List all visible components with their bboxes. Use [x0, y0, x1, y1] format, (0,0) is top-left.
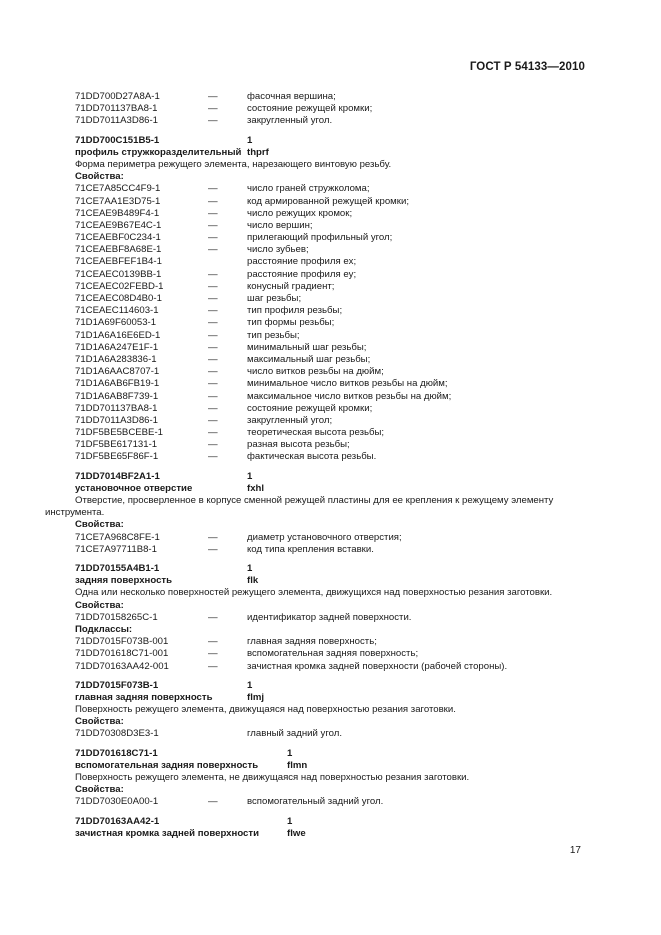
- item-id: 71CEAEC08D4B0-1: [75, 293, 162, 305]
- item-dash: —: [208, 280, 218, 292]
- item-desc: идентификатор задней поверхности.: [247, 611, 412, 623]
- item-id: 71CEAEC114603-1: [75, 305, 159, 317]
- item-dash: —: [208, 451, 218, 463]
- item-desc: диаметр установочного отверстия;: [247, 531, 402, 543]
- list-item: [75, 354, 605, 366]
- list-item: [75, 366, 605, 378]
- list-item: [75, 403, 605, 415]
- properties-list: [75, 183, 605, 463]
- list-item: [75, 648, 605, 660]
- entry-header: [75, 135, 605, 147]
- entry-name: вспомогательная задняя поверхность: [75, 759, 259, 771]
- item-id: 71DD70158265C-1: [75, 611, 158, 623]
- item-id: 71D1A6AB8F739-1: [75, 390, 159, 402]
- entry-description: Поверхность режущего элемента, движущаяся над поверхностью резания заготовки.: [75, 704, 456, 716]
- list-item: [75, 636, 605, 648]
- item-id: 71CEAEBFEF1B4-1: [75, 256, 162, 268]
- item-desc: конусный градиент;: [247, 280, 335, 292]
- entry-description: Форма периметра режущего элемента, нарезающего винтовую резьбу.: [75, 158, 392, 170]
- list-item: [75, 378, 605, 390]
- properties-label: Свойства:: [75, 716, 124, 728]
- description-line: инструмента.: [45, 507, 105, 519]
- entry-code: flwe: [287, 827, 306, 839]
- list-item: [75, 451, 605, 463]
- entry-num: 1: [247, 562, 253, 574]
- item-desc: расстояние профиля ex;: [247, 256, 357, 268]
- properties-label: Свойства:: [75, 519, 124, 531]
- item-id: 71DD7011A3D86-1: [75, 115, 159, 127]
- entry-flk: [75, 563, 605, 673]
- entry-title: [75, 483, 605, 495]
- entry-title: [75, 828, 605, 840]
- item-desc: закругленный угол;: [247, 414, 333, 426]
- properties-label: Свойства:: [75, 171, 124, 183]
- item-id: 71D1A6A16E6ED-1: [75, 329, 161, 341]
- entry-title: [75, 692, 605, 704]
- item-dash: —: [208, 91, 218, 102]
- item-id: 71DF5BE5BCEBE-1: [75, 427, 163, 439]
- item-desc: шаг резьбы;: [247, 293, 302, 305]
- properties-label: Свойства:: [75, 599, 124, 611]
- item-dash: —: [208, 268, 218, 280]
- subclasses-list: [75, 636, 605, 673]
- item-dash: —: [208, 115, 218, 127]
- entry-description: Одна или несколько поверхностей режущего элемента, движущихся над поверхностью резания заготовки.: [75, 587, 553, 599]
- entry-title: [75, 760, 605, 772]
- entry-header: [75, 680, 605, 692]
- entry-description: [45, 495, 605, 519]
- entry-id: 71DD701618C71-1: [75, 747, 158, 759]
- entry-id: 71DD7015F073B-1: [75, 679, 159, 691]
- item-id: 71CE7A968C8FE-1: [75, 531, 160, 543]
- entry-header: [75, 816, 605, 828]
- entry-header: [75, 563, 605, 575]
- item-desc: максимальный шаг резьбы;: [247, 353, 371, 365]
- entry-description: Поверхность режущего элемента, не движущаяся над поверхностью резания заготовки.: [75, 772, 470, 784]
- item-desc: теоретическая высота резьбы;: [247, 427, 385, 439]
- item-id: 71DD7015F073B-001: [75, 636, 169, 648]
- entry-id: 71DD70163AA42-1: [75, 815, 160, 827]
- item-id: 71CEAEC02FEBD-1: [75, 280, 164, 292]
- item-id: 71DD7011A3D86-1: [75, 414, 159, 426]
- item-desc: прилегающий профильный угол;: [247, 232, 393, 244]
- document-body: [45, 91, 605, 840]
- entry-code: thprf: [247, 146, 269, 158]
- item-desc: состояние режущей кромки;: [247, 103, 373, 115]
- item-desc: зачистная кромка задней поверхности (рабочей стороны).: [247, 660, 508, 672]
- item-desc: минимальное число витков резьбы на дюйм;: [247, 378, 448, 390]
- item-desc: число граней стружколома;: [247, 183, 370, 195]
- list-item: [75, 305, 605, 317]
- item-desc: тип резьбы;: [247, 329, 300, 341]
- item-desc: главный задний угол.: [247, 728, 343, 740]
- entry-title: [75, 575, 605, 587]
- list-item: [75, 183, 605, 195]
- list-item: [75, 796, 605, 808]
- item-id: 71DF5BE617131-1: [75, 439, 158, 451]
- item-id: 71D1A6AAC8707-1: [75, 366, 160, 378]
- subclasses-label: Подклассы:: [75, 623, 133, 635]
- entry-thprf: [75, 135, 605, 464]
- item-id: 71D1A6A247E1F-1: [75, 341, 159, 353]
- item-dash: —: [208, 378, 218, 390]
- item-desc: число режущих кромок;: [247, 207, 353, 219]
- item-dash: —: [208, 195, 218, 207]
- item-dash: —: [208, 427, 218, 439]
- list-item: [75, 103, 605, 115]
- item-dash: —: [208, 636, 218, 648]
- entry-header: [75, 471, 605, 483]
- item-desc: тип формы резьбы;: [247, 317, 335, 329]
- entry-flmn: [75, 748, 605, 809]
- item-desc: разная высота резьбы;: [247, 439, 350, 451]
- item-id: 71CE7A97711B8-1: [75, 543, 157, 555]
- entry-fxhl: [45, 470, 605, 556]
- item-dash: —: [208, 244, 218, 256]
- item-desc: число зубьев;: [247, 244, 309, 256]
- entry-num: 1: [287, 815, 293, 827]
- entry-flmj: [75, 680, 605, 741]
- item-dash: —: [208, 207, 218, 219]
- item-id: 71D1A69F60053-1: [75, 317, 157, 329]
- item-id: 71CE7A85CC4F9-1: [75, 183, 161, 195]
- item-dash: —: [208, 611, 218, 623]
- item-dash: —: [208, 439, 218, 451]
- list-item: [75, 293, 605, 305]
- item-desc: расстояние профиля ey;: [247, 268, 357, 280]
- item-dash: —: [208, 293, 218, 305]
- item-id: 71DD7030E0A00-1: [75, 796, 159, 808]
- entry-name: профиль стружкоразделительный: [75, 146, 242, 158]
- entry-header: [75, 748, 605, 760]
- properties-list: [75, 612, 605, 624]
- item-dash: —: [208, 414, 218, 426]
- properties-list: [75, 532, 605, 556]
- entry-id: 71DD700C151B5-1: [75, 134, 160, 146]
- entry-num: 1: [287, 747, 293, 759]
- item-dash: —: [208, 317, 218, 329]
- item-id: 71DD70308D3E3-1: [75, 728, 159, 740]
- item-dash: —: [208, 103, 218, 115]
- list-item: [75, 439, 605, 451]
- description-line: Отверстие, просверленное в корпусе сменной режущей пластины для ее крепления к режущему элементу: [75, 495, 554, 507]
- list-item: [75, 317, 605, 329]
- item-desc: закругленный угол.: [247, 115, 333, 127]
- item-id: 71D1A6AB6FB19-1: [75, 378, 160, 390]
- item-id: 71CEAE9B67E4C-1: [75, 219, 162, 231]
- list-item: [75, 661, 605, 673]
- item-id: 71D1A6A283836-1: [75, 353, 157, 365]
- item-id: 71CEAE9B489F4-1: [75, 207, 160, 219]
- list-item: [75, 220, 605, 232]
- list-item: [75, 244, 605, 256]
- list-item: [75, 281, 605, 293]
- item-id: 71CEAEC0139BB-1: [75, 268, 162, 280]
- item-id: 71CEAEBF0C234-1: [75, 232, 161, 244]
- top-list: [75, 91, 605, 128]
- item-desc: код армированной режущей кромки;: [247, 195, 409, 207]
- item-dash: —: [208, 219, 218, 231]
- item-dash: —: [208, 341, 218, 353]
- entry-code: flmj: [247, 691, 265, 703]
- list-item: [75, 269, 605, 281]
- item-dash: —: [208, 305, 218, 317]
- item-dash: —: [208, 183, 218, 195]
- list-item: [75, 115, 605, 127]
- item-dash: —: [208, 366, 218, 378]
- item-id: 71CEAEBF8A68E-1: [75, 244, 162, 256]
- list-item: [75, 342, 605, 354]
- item-desc: главная задняя поверхность;: [247, 636, 377, 648]
- item-id: 71DD70163AA42-001: [75, 660, 169, 672]
- item-dash: —: [208, 543, 218, 555]
- item-id: 71CE7AA1E3D75-1: [75, 195, 161, 207]
- entry-num: 1: [247, 470, 253, 482]
- item-desc: фактическая высота резьбы.: [247, 451, 377, 463]
- item-id: 71DD700D27A8A-1: [75, 91, 160, 102]
- item-desc: состояние режущей кромки;: [247, 402, 373, 414]
- item-id: 71DD701137BA8-1: [75, 402, 158, 414]
- item-dash: —: [208, 232, 218, 244]
- entry-code: fxhl: [247, 482, 265, 494]
- item-desc: код типа крепления вставки.: [247, 543, 374, 555]
- item-dash: —: [208, 660, 218, 672]
- list-item: [75, 544, 605, 556]
- list-item: [75, 728, 605, 740]
- item-dash: —: [208, 402, 218, 414]
- entry-name: главная задняя поверхность: [75, 691, 213, 703]
- list-item: [75, 196, 605, 208]
- item-dash: —: [208, 648, 218, 660]
- item-id: 71DF5BE65F86F-1: [75, 451, 159, 463]
- entry-name: задняя поверхность: [75, 575, 173, 587]
- properties-list: [75, 728, 605, 740]
- item-desc: минимальный шаг резьбы;: [247, 341, 367, 353]
- entry-name: зачистная кромка задней поверхности: [75, 827, 259, 839]
- list-item: [75, 427, 605, 439]
- item-desc: максимальное число витков резьбы на дюйм;: [247, 390, 452, 402]
- entry-name: установочное отверстие: [75, 482, 193, 494]
- list-item: [75, 91, 605, 103]
- item-dash: —: [208, 329, 218, 341]
- page-number: 17: [569, 845, 581, 856]
- item-desc: вспомогательная задняя поверхность;: [247, 648, 419, 660]
- item-dash: —: [208, 390, 218, 402]
- entry-num: 1: [247, 679, 253, 691]
- entry-num: 1: [247, 134, 253, 146]
- properties-list: [75, 796, 605, 808]
- entry-id: 71DD70155A4B1-1: [75, 562, 160, 574]
- list-item: [75, 208, 605, 220]
- item-dash: —: [208, 531, 218, 543]
- item-dash: —: [208, 353, 218, 365]
- properties-label: Свойства:: [75, 784, 124, 796]
- item-desc: вспомогательный задний угол.: [247, 796, 384, 808]
- list-item: [75, 330, 605, 342]
- entry-code: flmn: [287, 759, 308, 771]
- list-item: [75, 391, 605, 403]
- list-item: [75, 232, 605, 244]
- entry-code: flk: [247, 575, 259, 587]
- list-item: [75, 415, 605, 427]
- list-item: [75, 532, 605, 544]
- entry-flwe: [75, 816, 605, 840]
- list-item: [75, 256, 605, 268]
- standard-header: ГОСТ Р 54133—2010: [469, 61, 585, 73]
- item-dash: —: [208, 796, 218, 808]
- item-id: 71DD701137BA8-1: [75, 103, 158, 115]
- item-desc: число вершин;: [247, 219, 313, 231]
- item-desc: тип профиля резьбы;: [247, 305, 343, 317]
- item-desc: фасочная вершина;: [247, 91, 336, 102]
- item-id: 71DD701618C71-001: [75, 648, 169, 660]
- entry-id: 71DD7014BF2A1-1: [75, 470, 160, 482]
- entry-title: [75, 147, 605, 159]
- item-desc: число витков резьбы на дюйм;: [247, 366, 384, 378]
- list-item: [75, 612, 605, 624]
